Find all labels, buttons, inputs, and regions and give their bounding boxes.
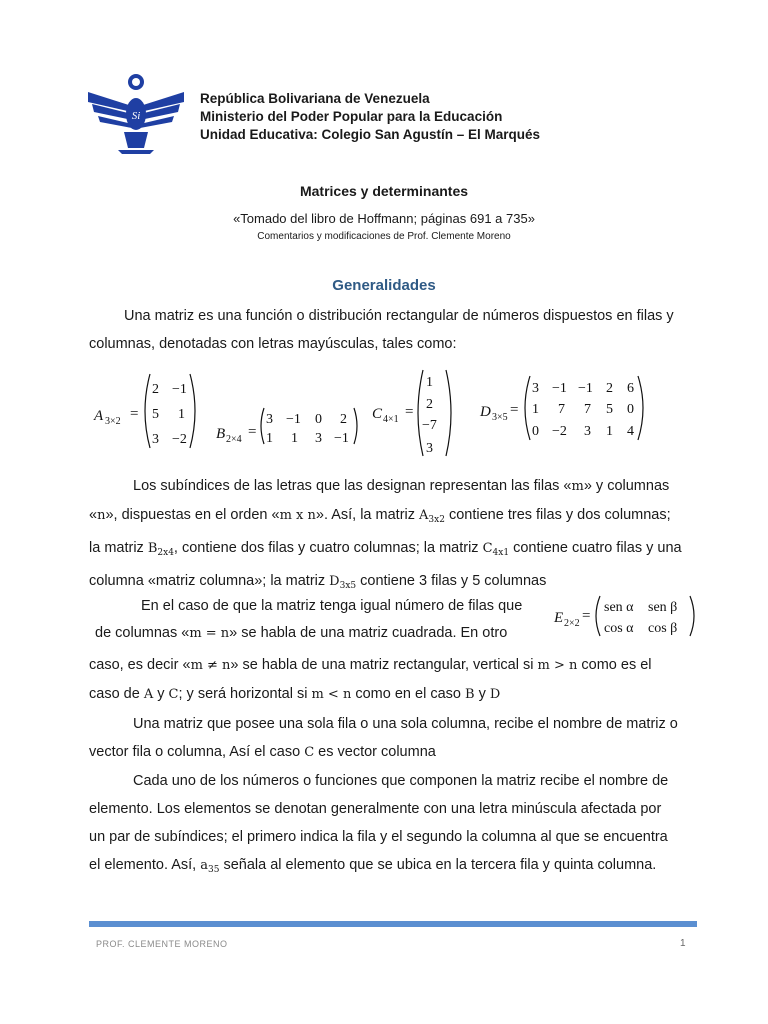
matrix-b-cell: −1 [286, 412, 301, 427]
matrix-b-cell: 0 [315, 412, 322, 427]
text-line: columnas, denotadas con letras mayúsculas, tales como: [89, 336, 457, 352]
matrix-d-cell: 1 [532, 402, 539, 417]
matrix-c-sub: 4×1 [383, 414, 399, 425]
text-line: Una matriz es una función o distribución rectangular de números dispuestos en filas y [124, 308, 674, 324]
svg-text:Si: Si [131, 110, 141, 122]
matrix-b-cell: −1 [334, 431, 349, 446]
matrix-b-label: B [216, 426, 226, 442]
matrix-d-cell: 3 [584, 424, 591, 439]
text-line: un par de subíndices; el primero indica la fila y el segundo la columna al que se encuentra [89, 829, 668, 845]
matrix-d-cell: 5 [606, 402, 613, 417]
matrix-d-cell: 6 [627, 381, 634, 396]
section-heading: Generalidades [332, 277, 436, 294]
paragraph-subindices [89, 472, 697, 600]
matrix-c-cell: 3 [426, 441, 433, 456]
matrix-a-cell: −1 [172, 382, 187, 397]
matrix-e-cell: sen β [648, 600, 678, 615]
matrix-d-cell: 2 [606, 381, 613, 396]
text-line: columna «matriz columna»; la matriz $D_{3x5}$ contiene 3 filas y 5 columnas [89, 573, 547, 591]
matrix-b-cell: 1 [266, 431, 273, 446]
text-line: de columnas «m = n» se habla de una matriz cuadrada. En otro [95, 625, 508, 641]
matrix-e-cell: sen α [604, 600, 634, 615]
matrix-b-cell: 3 [315, 431, 322, 446]
matrix-b-cell: 2 [340, 412, 347, 427]
matrix-c-cell: 1 [426, 375, 433, 390]
text-line: «n», dispuestas en el orden «m x n». Así, la matriz $A_{3x2}$ contiene tres filas y dos columnas; [89, 507, 671, 525]
footer-bar [89, 921, 697, 927]
matrix-d-cell: 0 [627, 402, 634, 417]
matrix-d-cell: 7 [558, 402, 565, 417]
matrix-e [552, 592, 702, 642]
matrix-d-cell: −2 [552, 424, 567, 439]
svg-text:=: = [130, 406, 139, 422]
eagle-emblem-icon [88, 70, 184, 154]
school-logo [88, 70, 184, 154]
text-line: En el caso de que la matriz tenga igual número de filas que [141, 598, 523, 614]
matrix-d-cell: 0 [532, 424, 539, 439]
paragraph-rectangular [89, 651, 697, 709]
paragraph-vector [89, 710, 697, 767]
matrices-examples [90, 368, 650, 458]
matrix-e-cell: cos α [604, 621, 634, 636]
header-ministry: Ministerio del Poder Popular para la Educación [200, 109, 503, 124]
matrix-d-label: D [480, 404, 491, 420]
text-line: la matriz $B_{2x4}$, contiene dos filas y cuatro columnas; la matriz $C_{4x1}$ contiene cuatro filas y una [89, 540, 682, 558]
matrix-b-cell: 3 [266, 412, 273, 427]
text-line: vector fila o columna, Así el caso C es vector columna [89, 744, 436, 760]
matrix-d-cell: −1 [578, 381, 593, 396]
matrix-a-sub: 3×2 [105, 416, 121, 427]
matrix-a-label: A [94, 408, 104, 424]
text-line: el elemento. Así, $a_{35}$ señala al elemento que se ubica en la tercera fila y quinta columna. [89, 857, 657, 875]
matrix-b-sub: 2×4 [226, 434, 242, 445]
footer-author: PROF. CLEMENTE MORENO [96, 939, 228, 949]
svg-text:=: = [405, 404, 414, 420]
matrix-d-cell: 1 [606, 424, 613, 439]
matrix-e-label: E [554, 610, 564, 626]
svg-text:=: = [510, 402, 519, 418]
matrix-a-cell: 1 [178, 407, 185, 422]
svg-text:=: = [582, 608, 591, 624]
matrix-a-cell: 2 [152, 382, 159, 397]
matrix-e-sub: 2×2 [564, 618, 580, 629]
paragraph-intro [89, 302, 697, 358]
matrix-e-cell: cos β [648, 621, 678, 636]
text-line: Cada uno de los números o funciones que componen la matriz recibe el nombre de [133, 773, 669, 789]
paragraph-element [89, 767, 697, 884]
matrix-a-cell: 3 [152, 432, 159, 447]
document-source: «Tomado del libro de Hoffmann; páginas 691 a 735» [233, 211, 535, 226]
text-line: caso, es decir «m ≠ n» se habla de una matriz rectangular, vertical si m > n como es el [89, 657, 652, 673]
text-line: Una matriz que posee una sola fila o una sola columna, recibe el nombre de matriz o [133, 716, 678, 732]
matrix-a-cell: 5 [152, 407, 159, 422]
matrix-d-cell: 7 [584, 402, 591, 417]
matrix-a-cell: −2 [172, 432, 187, 447]
text-line: Los subíndices de las letras que las designan representan las filas «m» y columnas [133, 478, 670, 494]
matrix-d-cell: 3 [532, 381, 539, 396]
matrix-d-cell: −1 [552, 381, 567, 396]
header-school: Unidad Educativa: Colegio San Agustín – El Marqués [200, 127, 541, 142]
document-credits: Comentarios y modificaciones de Prof. Clemente Moreno [257, 231, 511, 242]
document-title: Matrices y determinantes [299, 183, 469, 199]
matrix-c-cell: −7 [422, 418, 437, 433]
header-republic: República Bolivariana de Venezuela [200, 91, 430, 106]
svg-text:=: = [248, 424, 257, 440]
matrix-c-cell: 2 [426, 397, 433, 412]
page-number: 1 [680, 938, 686, 949]
matrix-d-cell: 4 [627, 424, 634, 439]
text-line: elemento. Los elementos se denotan generalmente con una letra minúscula afectada por [89, 801, 662, 817]
text-line: caso de A y C; y será horizontal si m < n como en el caso B y D [89, 686, 501, 702]
matrix-c-label: C [372, 406, 383, 422]
matrix-b-cell: 1 [291, 431, 298, 446]
matrix-d-sub: 3×5 [492, 412, 508, 423]
